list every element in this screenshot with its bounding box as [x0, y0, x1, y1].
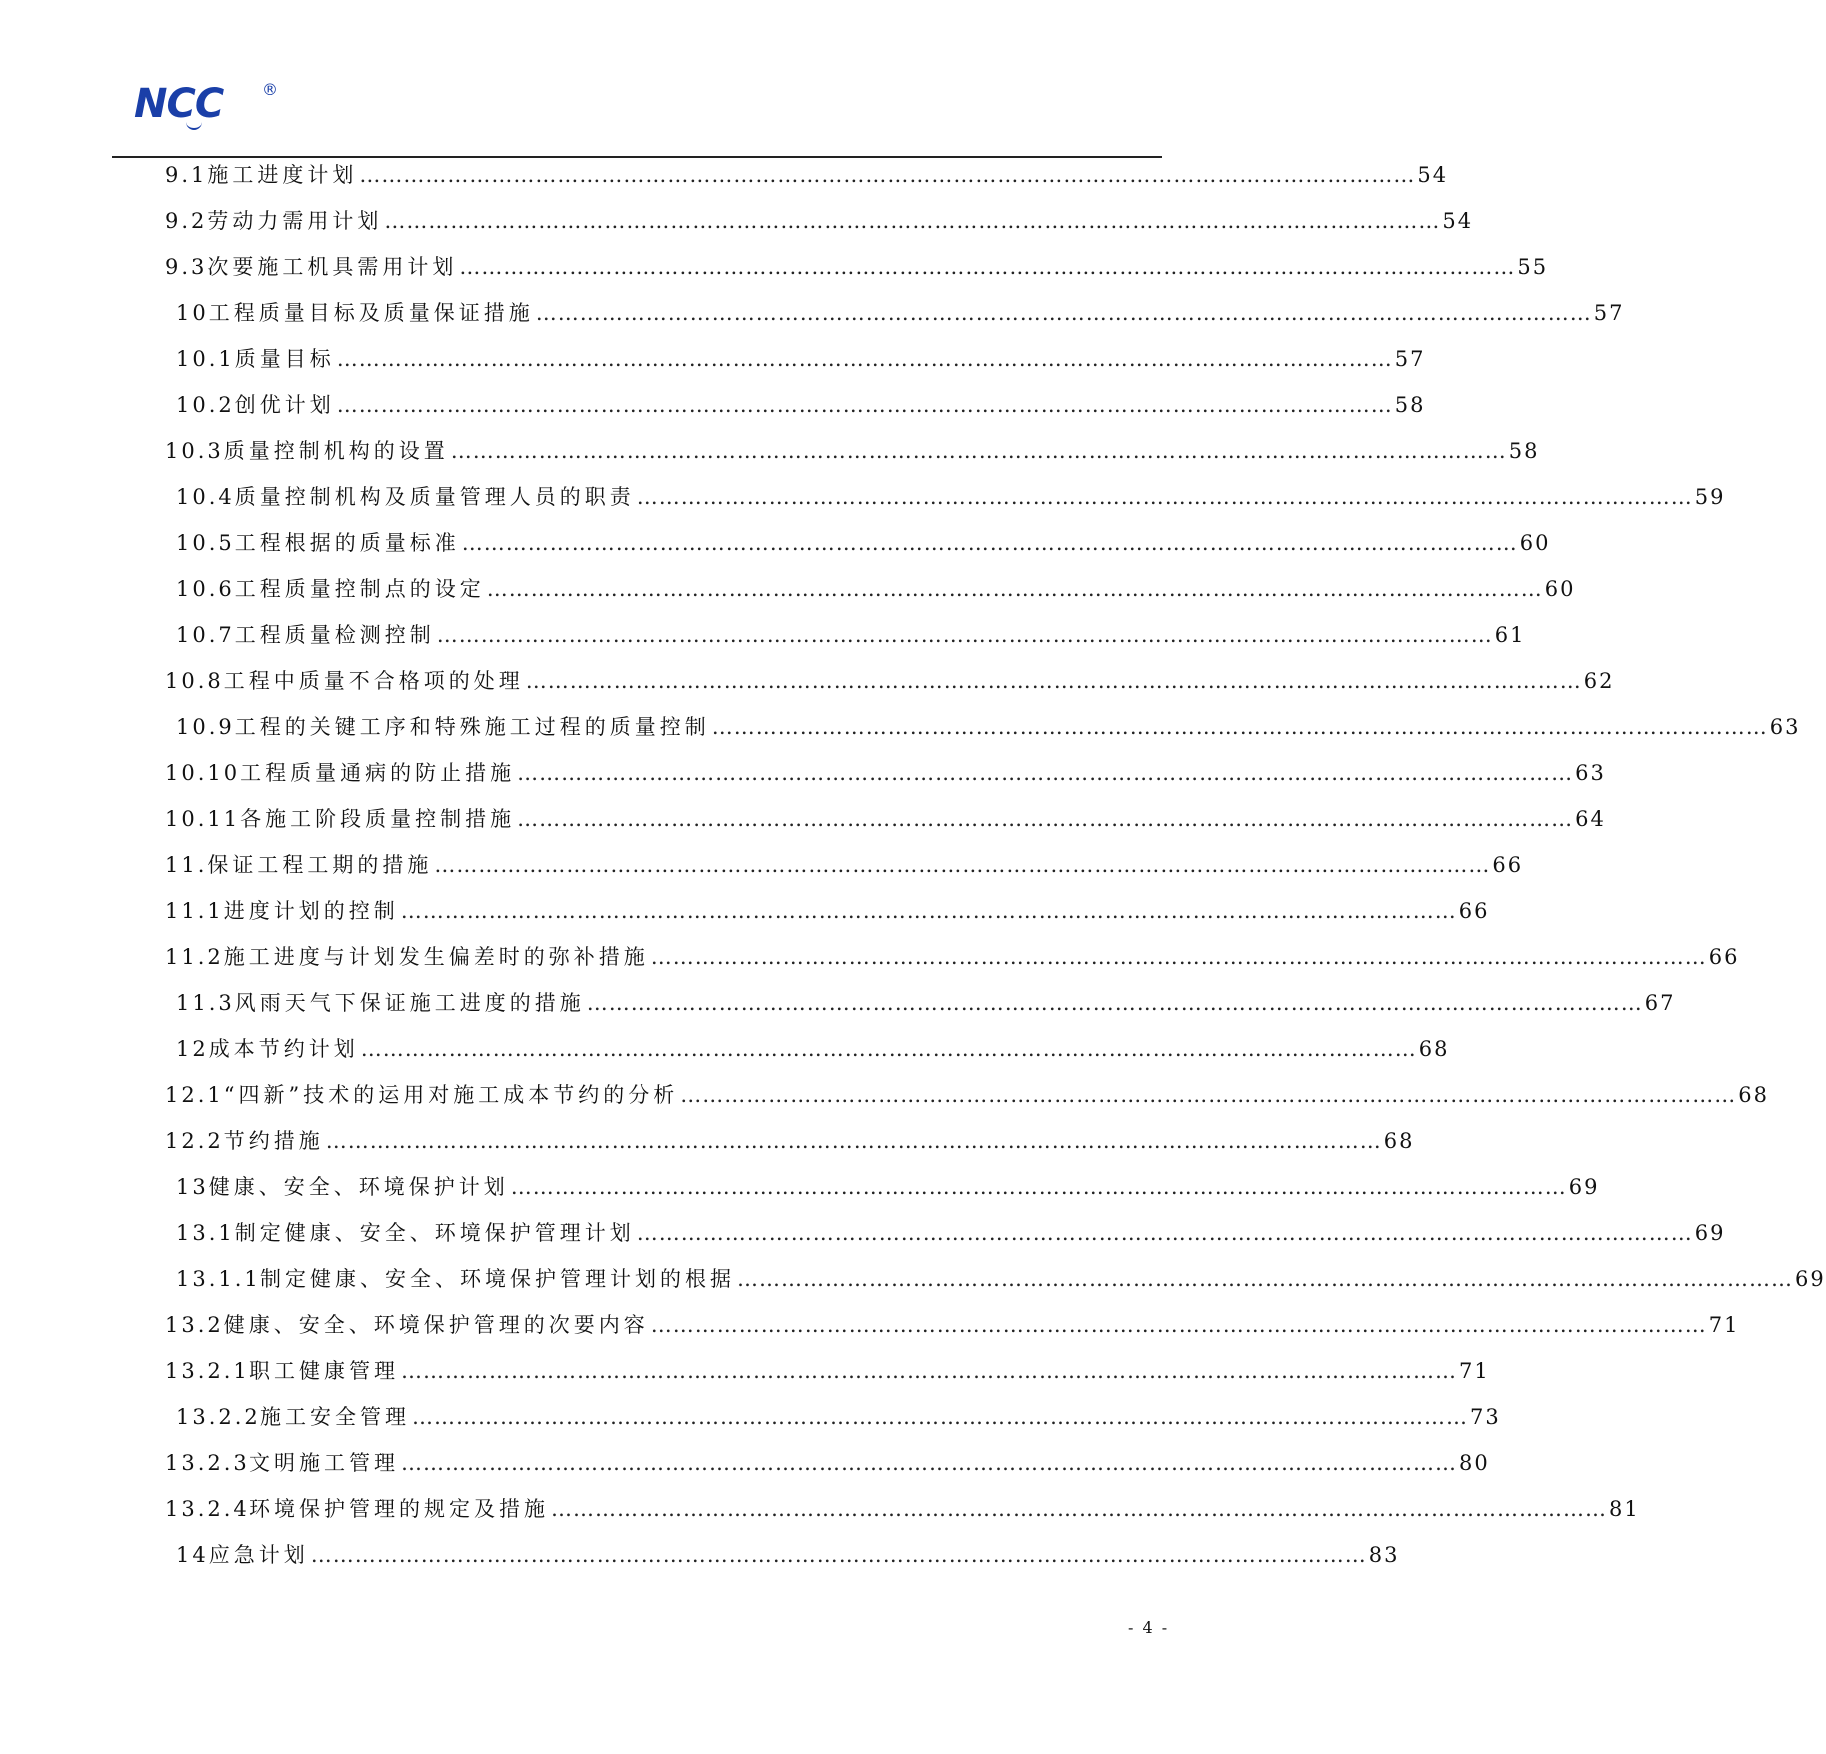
page-number: - 4 - — [1128, 1618, 1170, 1637]
toc-page: 81 — [1609, 1497, 1640, 1521]
toc-leader: ……………………………………………………………………………………………………………………………… — [517, 807, 1574, 831]
toc-page: 60 — [1519, 531, 1551, 555]
toc-title: 工程质量控制点的设定 — [234, 577, 485, 601]
toc-number: 13.2 — [165, 1313, 224, 1337]
toc-number: 10.8 — [165, 669, 224, 693]
toc-number: 12.2 — [165, 1129, 224, 1153]
toc-page: 66 — [1708, 945, 1740, 969]
toc-page: 80 — [1459, 1451, 1490, 1475]
toc-page: 71 — [1708, 1313, 1740, 1337]
toc-number: 10 — [176, 301, 209, 325]
toc-number: 9.2 — [165, 209, 208, 233]
toc-entry[interactable] — [176, 1538, 1400, 1572]
toc-number: 11. — [165, 853, 208, 877]
toc-title: 施工安全管理 — [260, 1405, 410, 1429]
toc-entry[interactable] — [176, 526, 1551, 560]
toc-title: 工程的关键工序和特殊施工过程的质量控制 — [234, 715, 710, 739]
toc-leader: ……………………………………………………………………………………………………………………………… — [711, 715, 1768, 739]
toc-title: 创优计划 — [234, 393, 335, 417]
toc-number: 10.3 — [165, 439, 224, 463]
toc-entry[interactable] — [176, 572, 1576, 606]
toc-entry[interactable] — [165, 158, 1449, 192]
toc-entry[interactable] — [176, 1400, 1501, 1434]
logo-text: NCC — [134, 81, 224, 127]
toc-entry[interactable] — [176, 986, 1676, 1020]
toc-page: 57 — [1593, 301, 1625, 325]
toc-number: 11.2 — [165, 945, 224, 969]
toc-leader: ……………………………………………………………………………………………………………………………… — [450, 439, 1507, 463]
toc-page: 68 — [1418, 1037, 1450, 1061]
toc-entry[interactable] — [165, 1492, 1640, 1526]
toc-entry[interactable] — [176, 1170, 1600, 1204]
toc-page: 68 — [1738, 1083, 1769, 1107]
toc-number: 10.5 — [176, 531, 235, 555]
toc-leader: ……………………………………………………………………………………………………………………………… — [486, 577, 1543, 601]
toc-leader: ……………………………………………………………………………………………………………………………… — [650, 945, 1707, 969]
toc-number: 13.2.1 — [165, 1359, 250, 1383]
toc-title: 质量目标 — [234, 347, 335, 371]
toc-entry[interactable] — [176, 342, 1426, 376]
toc-entry[interactable] — [165, 848, 1524, 882]
toc-leader: ……………………………………………………………………………………………………………………………… — [737, 1267, 1793, 1291]
toc-entry[interactable] — [165, 1446, 1490, 1480]
toc-number: 10.10 — [165, 761, 241, 785]
toc-title: 施工进度计划 — [207, 163, 358, 187]
toc-entry[interactable] — [176, 480, 1726, 514]
toc-title: 工程中质量不合格项的处理 — [223, 669, 524, 693]
toc-page: 60 — [1544, 577, 1576, 601]
toc-leader: ……………………………………………………………………………………………………………………………… — [680, 1083, 1737, 1107]
toc-page: 62 — [1583, 669, 1615, 693]
toc-page: 71 — [1459, 1359, 1490, 1383]
toc-entry[interactable] — [165, 250, 1549, 284]
toc-page: 66 — [1492, 853, 1524, 877]
toc-entry[interactable] — [165, 756, 1606, 790]
toc-page: 55 — [1517, 255, 1549, 279]
toc-page: 67 — [1644, 991, 1676, 1015]
toc-entry[interactable] — [165, 802, 1606, 836]
toc-leader: ……………………………………………………………………………………………………………………………… — [535, 301, 1592, 325]
toc-entry[interactable] — [165, 1078, 1769, 1112]
toc-title: 制定健康、安全、环境保护管理计划的根据 — [260, 1267, 735, 1291]
toc-title: 劳动力需用计划 — [207, 209, 383, 233]
toc-title: 保证工程工期的措施 — [207, 853, 433, 877]
toc-leader: ……………………………………………………………………………………………………………………………… — [384, 209, 1441, 233]
toc-leader: ……………………………………………………………………………………………………………………………… — [436, 623, 1493, 647]
toc-leader: ……………………………………………………………………………………………………………………………… — [517, 761, 1574, 785]
toc-title: 职工健康管理 — [249, 1359, 399, 1383]
toc-number: 13.2.3 — [165, 1451, 250, 1475]
toc-entry[interactable] — [165, 664, 1615, 698]
toc-title: 健康、安全、环境保护管理的次要内容 — [223, 1313, 649, 1337]
toc-page: 64 — [1575, 807, 1606, 831]
toc-title: 质量控制机构的设置 — [223, 439, 449, 463]
toc-leader: ……………………………………………………………………………………………………………………………… — [510, 1175, 1567, 1199]
toc-title: 节约措施 — [223, 1129, 324, 1153]
toc-page: 69 — [1795, 1267, 1826, 1291]
toc-leader: ……………………………………………………………………………………………………………………………… — [551, 1497, 1607, 1521]
toc-entry[interactable] — [165, 1354, 1490, 1388]
toc-page: 63 — [1575, 761, 1606, 785]
toc-entry[interactable] — [165, 1308, 1740, 1342]
toc-page: 66 — [1458, 899, 1490, 923]
toc-number: 9.1 — [165, 163, 208, 187]
toc-title: 成本节约计划 — [208, 1037, 359, 1061]
toc-number: 10.2 — [176, 393, 235, 417]
toc-title: 风雨天气下保证施工进度的措施 — [234, 991, 585, 1015]
toc-page: 68 — [1383, 1129, 1415, 1153]
toc-page: 58 — [1394, 393, 1426, 417]
toc-entry[interactable] — [176, 710, 1801, 744]
toc-number: 10.11 — [165, 807, 241, 831]
toc-leader: ……………………………………………………………………………………………………………………………… — [359, 163, 1416, 187]
toc-leader: ……………………………………………………………………………………………………………………………… — [434, 853, 1491, 877]
toc-number: 13.2.2 — [176, 1405, 261, 1429]
toc-entry[interactable] — [165, 1124, 1415, 1158]
toc-page: 73 — [1470, 1405, 1501, 1429]
toc-title: 工程质量检测控制 — [234, 623, 435, 647]
toc-title: 制定健康、安全、环境保护管理计划 — [234, 1221, 635, 1245]
toc-page: 63 — [1769, 715, 1801, 739]
toc-entry[interactable] — [165, 434, 1540, 468]
registered-mark: ® — [262, 80, 278, 99]
toc-leader: ……………………………………………………………………………………………………………………………… — [400, 899, 1457, 923]
toc-page: 54 — [1442, 209, 1474, 233]
toc-page: 69 — [1694, 1221, 1726, 1245]
toc-title: 质量控制机构及质量管理人员的职责 — [234, 485, 635, 509]
toc-number: 12 — [176, 1037, 209, 1061]
toc-leader: ……………………………………………………………………………………………………………………………… — [525, 669, 1582, 693]
toc-leader: ……………………………………………………………………………………………………………………………… — [401, 1451, 1457, 1475]
toc-entry[interactable] — [176, 388, 1426, 422]
toc-leader: ……………………………………………………………………………………………………………………………… — [336, 347, 1393, 371]
toc-leader: ……………………………………………………………………………………………………………………………… — [401, 1359, 1457, 1383]
toc-entry[interactable] — [165, 894, 1490, 928]
toc-entry[interactable] — [176, 1216, 1726, 1250]
toc-title: 应急计划 — [208, 1543, 309, 1567]
toc-number: 11.3 — [176, 991, 235, 1015]
toc-page: 59 — [1694, 485, 1726, 509]
toc-entry[interactable] — [165, 940, 1740, 974]
toc-page: 61 — [1494, 623, 1526, 647]
toc-page: 57 — [1394, 347, 1426, 371]
toc-leader: ……………………………………………………………………………………………………………………………… — [459, 255, 1516, 279]
toc-title: 工程根据的质量标准 — [234, 531, 460, 555]
toc-title: 进度计划的控制 — [223, 899, 399, 923]
toc-title: 工程质量通病的防止措施 — [240, 761, 516, 785]
toc-entry[interactable] — [176, 1262, 1826, 1296]
toc-title: 健康、安全、环境保护计划 — [208, 1175, 509, 1199]
toc-title: 工程质量目标及质量保证措施 — [208, 301, 534, 325]
toc-title: 各施工阶段质量控制措施 — [240, 807, 516, 831]
toc-number: 11.1 — [165, 899, 224, 923]
toc-title: “四新”技术的运用对施工成本节约的分析 — [223, 1083, 679, 1107]
toc-entry[interactable] — [176, 296, 1625, 330]
toc-number: 10.1 — [176, 347, 235, 371]
toc-leader: ……………………………………………………………………………………………………………………………… — [412, 1405, 1468, 1429]
toc-leader: ……………………………………………………………………………………………………………………………… — [325, 1129, 1382, 1153]
toc-number: 13.1.1 — [176, 1267, 261, 1291]
toc-page: 54 — [1417, 163, 1449, 187]
toc-leader: ……………………………………………………………………………………………………………………………… — [461, 531, 1518, 555]
toc-number: 10.6 — [176, 577, 235, 601]
toc-leader: ……………………………………………………………………………………………………………………………… — [650, 1313, 1707, 1337]
toc-number: 10.7 — [176, 623, 235, 647]
toc-page: 69 — [1568, 1175, 1600, 1199]
toc-leader: ……………………………………………………………………………………………………………………………… — [586, 991, 1643, 1015]
toc-leader: ……………………………………………………………………………………………………………………………… — [360, 1037, 1417, 1061]
toc-title: 施工进度与计划发生偏差时的弥补措施 — [223, 945, 649, 969]
toc-number: 10.9 — [176, 715, 235, 739]
toc-title: 环境保护管理的规定及措施 — [249, 1497, 549, 1521]
toc-number: 13.1 — [176, 1221, 235, 1245]
toc-title: 文明施工管理 — [249, 1451, 399, 1475]
toc-leader: ……………………………………………………………………………………………………………………………… — [636, 485, 1693, 509]
toc-title: 次要施工机具需用计划 — [207, 255, 458, 279]
toc-page: 83 — [1368, 1543, 1400, 1567]
toc-entry[interactable] — [176, 618, 1526, 652]
toc-number: 13.2.4 — [165, 1497, 250, 1521]
toc-number: 12.1 — [165, 1083, 224, 1107]
toc-number: 13 — [176, 1175, 209, 1199]
toc-entry[interactable] — [165, 204, 1474, 238]
toc-number: 9.3 — [165, 255, 208, 279]
toc-leader: ……………………………………………………………………………………………………………………………… — [310, 1543, 1367, 1567]
toc-entry[interactable] — [176, 1032, 1450, 1066]
toc-page: 58 — [1508, 439, 1540, 463]
toc-number: 14 — [176, 1543, 209, 1567]
toc-leader: ……………………………………………………………………………………………………………………………… — [336, 393, 1393, 417]
toc-number: 10.4 — [176, 485, 235, 509]
toc-leader: ……………………………………………………………………………………………………………………………… — [636, 1221, 1693, 1245]
